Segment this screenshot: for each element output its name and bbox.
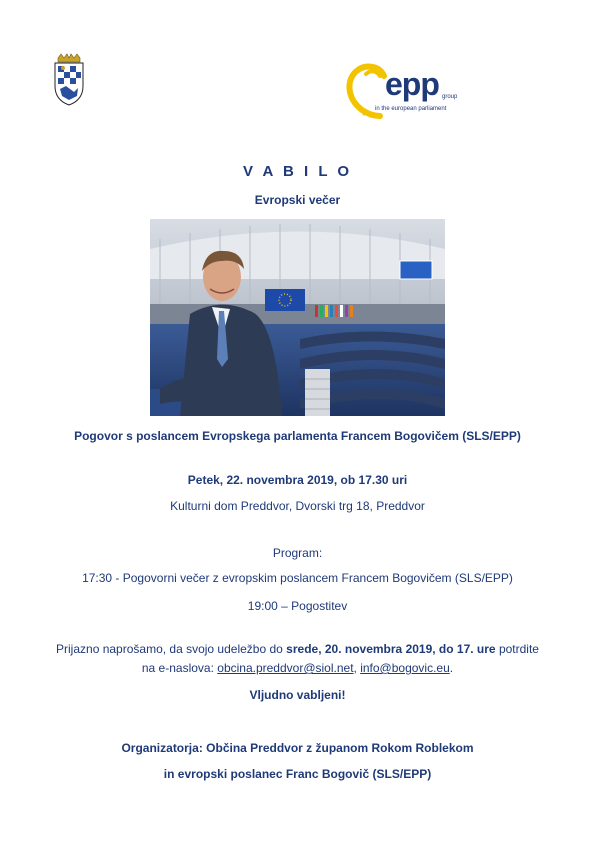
- parliament-photo: [150, 219, 445, 416]
- rsvp-email-prefix: na e-naslova:: [141, 661, 218, 675]
- epp-wordmark: epp: [385, 66, 439, 102]
- epp-group-label: group: [442, 94, 458, 100]
- epp-subtitle: in the european parliament: [375, 106, 447, 112]
- email-link-bogovic[interactable]: info@bogovic.eu: [360, 661, 450, 675]
- epp-group-logo: [340, 62, 470, 124]
- rsvp-end: .: [449, 661, 454, 675]
- event-heading: Pogovor s poslancem Evropskega parlamenta Francem Bogovičem (SLS/EPP): [74, 429, 521, 443]
- rsvp-deadline: srede, 20. novembra 2019, do 17. ure: [286, 642, 496, 656]
- event-location: Kulturni dom Preddvor, Dvorski trg 18, Preddvor: [170, 499, 425, 513]
- organizers-line-2: in evropski poslanec Franc Bogovič (SLS/EPP): [163, 767, 432, 781]
- rsvp-line-1: [0, 642, 595, 656]
- welcome-text: Vljudno vabljeni!: [249, 688, 346, 702]
- rsvp-separator: ,: [353, 661, 361, 675]
- event-date-time: Petek, 22. novembra 2019, ob 17.30 uri: [187, 473, 408, 487]
- rsvp-line-2: [0, 661, 595, 675]
- event-subtitle: Evropski večer: [254, 193, 341, 207]
- municipality-crest-logo: [52, 52, 86, 106]
- program-item-1: 17:30 - Pogovorni večer z evropskim poslancem Francem Bogovičem (SLS/EPP): [82, 571, 513, 585]
- rsvp-text-1: Prijazno naprošamo, da svojo udeležbo do: [56, 642, 287, 656]
- program-label: Program:: [272, 546, 323, 560]
- organizers-line-1: Organizatorja: Občina Preddvor z županom Rokom Roblekom: [121, 741, 474, 755]
- rsvp-text-2: potrdite: [495, 642, 539, 656]
- program-item-2: 19:00 – Pogostitev: [247, 599, 348, 613]
- invitation-title: V A B I L O: [242, 163, 353, 180]
- email-link-municipality[interactable]: obcina.preddvor@siol.net: [217, 661, 354, 675]
